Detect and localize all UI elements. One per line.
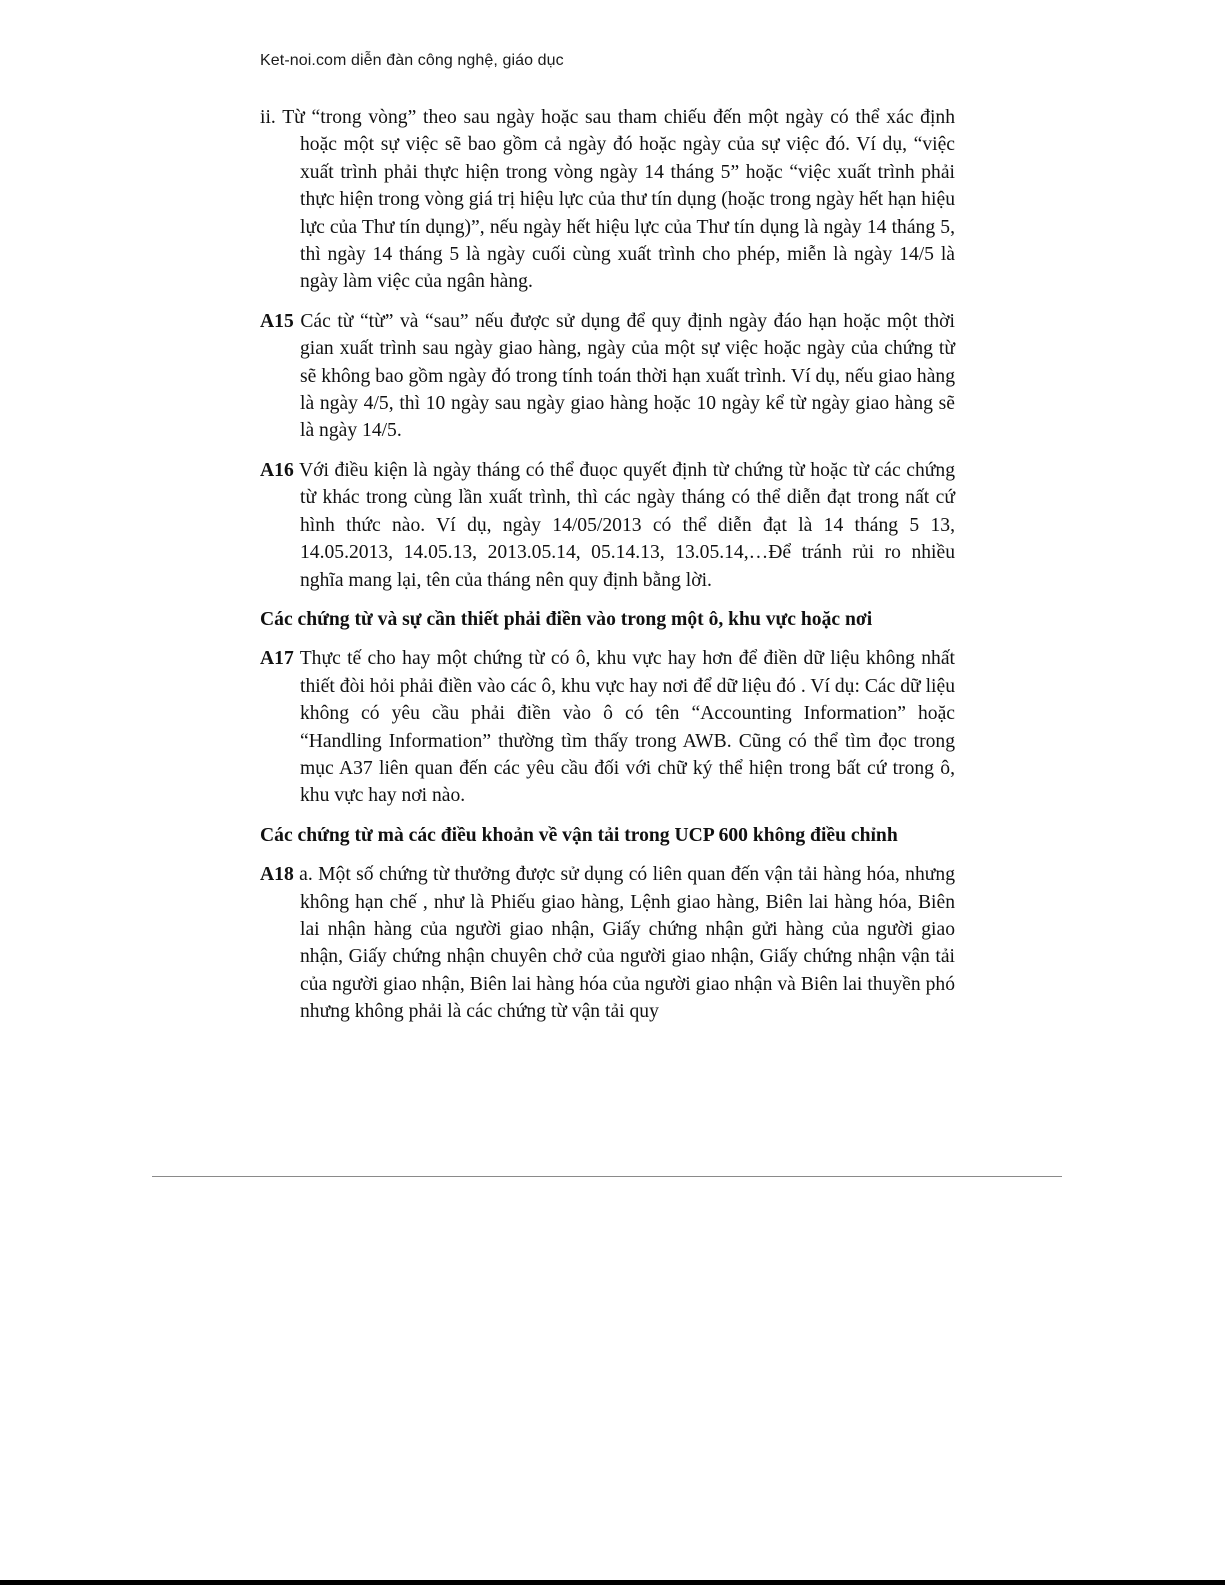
paragraph-a15-text: Các từ “từ” và “sau” nếu được sử dụng để quy định ngày đáo hạn hoặc một thời gian xuất trình sau ngày giao hàng, ngày của một sự việc hoặc ngày của chứng từ sẽ không bao gồm ngày đó trong tính toán thời hạn xuất trình. Ví dụ, nếu giao hàng là ngày 4/5, thì 10 ngày sau ngày giao hàng hoặc 10 ngày kể từ ngày giao hàng sẽ là ngày 14/5.: [293, 310, 955, 442]
paragraph-a16-text: Với điều kiện là ngày tháng có thể đuọc quyết định từ chứng từ hoặc từ các chứng từ khác trong cùng lần xuất trình, thì các ngày tháng có thể diễn đạt trong nất cứ hình thức nào. Ví dụ, ngày 14/05/2013 có thể diễn đạt là 14 tháng 5 13, 14.05.2013, 14.05.13, 2013.05.14, 05.14.13, 13.05.14,…Để tránh rủi ro nhiều nghĩa mang lại, tên của tháng nên quy định bằng lời.: [293, 459, 955, 591]
paragraph-a17-label: A17: [260, 648, 294, 670]
section-heading-transport: Các chứng từ mà các điều khoản về vận tải trong UCP 600 không điều chỉnh: [260, 824, 898, 846]
paragraph-a18: [260, 861, 955, 1025]
paragraph-ii-text: ii. Từ “trong vòng” theo sau ngày hoặc sau tham chiếu đến một ngày có thể xác định hoặc một sự việc sẽ bao gồm cả ngày đó hoặc ngày của sự việc đó. Ví dụ, “việc xuất trình phải thực hiện trong vòng ngày 14 tháng 5” hoặc “việc xuất trình phải thực hiện trong vòng giá trị hiệu lực của thư tín dụng (hoặc trong ngày hết hạn hiệu lực của Thư tín dụng)”, nếu ngày hết hiệu lực của Thư tín dụng là ngày 14 tháng 5, thì ngày 14 tháng 5 là ngày cuối cùng xuất trình cho phép, miễn là ngày 14/5 là ngày làm việc của ngân hàng.: [260, 107, 955, 293]
paragraph-a18-text: a. Một số chứng từ thưởng được sử dụng có liên quan đến vận tải hàng hóa, nhưng không hạn chế , như là Phiếu giao hàng, Lệnh giao hàng, Biên lai hàng hóa, Biên lai nhận hàng của người giao nhận, Giấy chứng nhận gửi hàng của người giao nhận, Giấy chứng nhận chuyên chở của người giao nhận, Giấy chứng nhận vận tải của người giao nhận, Biên lai hàng hóa của người giao nhận và Biên lai thuyền phó nhưng không phải là các chứng từ vận tải quy: [293, 864, 955, 1023]
page-bottom-border: [0, 1580, 1225, 1585]
paragraph-a16: [260, 457, 955, 594]
paragraph-a17-text: Thực tế cho hay một chứng từ có ô, khu vực hay hơn để điền dữ liệu không nhất thiết đòi hỏi phải điền vào các ô, khu vực hay nơi để dữ liệu đó . Ví dụ: Các dữ liệu không có yêu cầu phải điền vào ô có tên “Accounting Information” hoặc “Handling Information” thường tìm thấy trong AWB. Cũng có thể tìm đọc trong mục A37 liên quan đến các yêu cầu đối với chữ ký thể hiện trong bất cứ trong ô, khu vực hay nơi nào.: [293, 648, 955, 807]
paragraph-a18-label: A18: [260, 864, 294, 886]
page-header: Ket-noi.com diễn đàn công nghệ, giáo dục: [260, 52, 564, 69]
paragraph-a17: [260, 645, 955, 809]
paragraph-a16-label: A16: [260, 459, 294, 481]
footer-divider: [152, 1176, 1062, 1177]
paragraph-a15: [260, 308, 955, 445]
paragraph-ii: [260, 104, 955, 296]
document-body: [260, 104, 955, 1038]
paragraph-a15-label: A15: [260, 310, 294, 332]
section-heading-fields: Các chứng từ và sự cần thiết phải điền vào trong một ô, khu vực hoặc nơi: [260, 608, 873, 630]
